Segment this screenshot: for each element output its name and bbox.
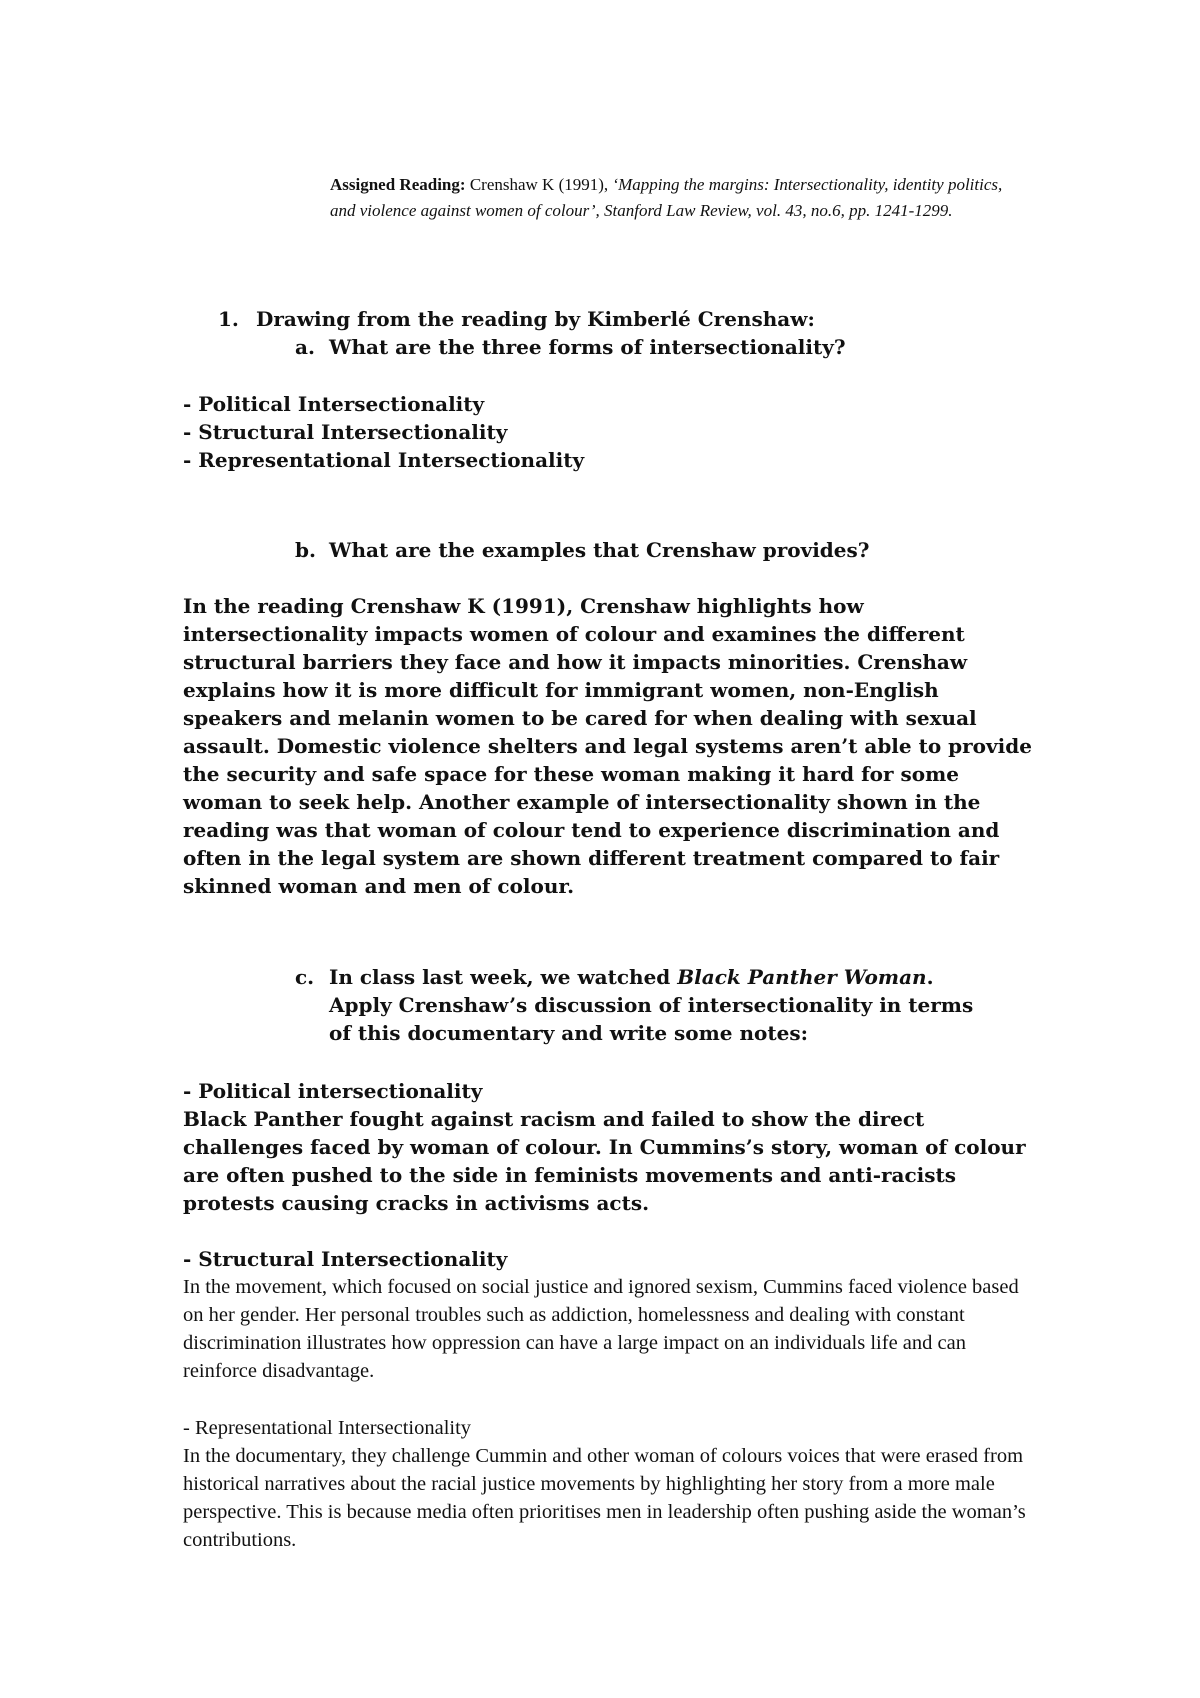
question-b-text: What are the examples that Crenshaw provides? xyxy=(329,538,870,562)
list-item: - Representational Intersectionality xyxy=(183,448,585,472)
question-a-letter: a. xyxy=(295,335,315,359)
question-1-number: 1. xyxy=(218,307,239,331)
question-c xyxy=(295,963,975,1047)
question-c-text-after: . Apply Crenshaw’s discussion of intersectionality in terms of this documentary and write some notes: xyxy=(329,965,974,1045)
structural-heading: - Structural Intersectionality xyxy=(183,1247,508,1271)
question-a xyxy=(295,333,846,361)
assigned-reading xyxy=(330,172,1030,224)
question-b-answer: In the reading Crenshaw K (1991), Crenshaw highlights how intersectionality impacts women of colour and examines the different structural barriers they face and how it impacts minorities. Crenshaw explains how it is more difficult for immigrant women, non-English speakers and melanin women to be cared for when dealing with sexual assault. Domestic violence shelters and legal systems aren’t able to provide the security and safe space for these woman making it hard for some woman to seek help. Another example of intersectionality shown in the reading was that woman of colour tend to experience discrimination and often in the legal system are shown different treatment compared to fair skinned woman and men of colour. xyxy=(183,594,1032,898)
question-1 xyxy=(218,305,815,333)
question-c-text-before: In class last week, we watched xyxy=(329,965,678,989)
film-title: Black Panther Woman xyxy=(677,965,927,989)
representational-heading: - Representational Intersectionality xyxy=(183,1417,472,1439)
assigned-reading-author: Crenshaw K (1991), xyxy=(465,175,609,194)
question-b-letter: b. xyxy=(295,538,316,562)
question-a-text: What are the three forms of intersectionality? xyxy=(329,335,846,359)
list-item: - Structural Intersectionality xyxy=(183,420,508,444)
assigned-reading-label: Assigned Reading: xyxy=(330,175,466,194)
political-heading: - Political intersectionality xyxy=(183,1079,483,1103)
forms-list xyxy=(183,390,584,474)
question-c-letter: c. xyxy=(295,965,315,989)
question-c-text xyxy=(329,963,975,1047)
assigned-reading-title: ‘Mapping the margins: Intersectionality, identity politics, and violence against women of colour’, Stanford Law Review, vol. 43, no.6, pp. 1241-1299. xyxy=(330,175,1003,220)
list-item: - Political Intersectionality xyxy=(183,392,485,416)
representational-body: In the documentary, they challenge Cummin and other woman of colours voices that were erased from historical narratives about the racial justice movements by highlighting her story from a more male perspective. This is because media often prioritises men in leadership often pushing aside the woman’s contributions. xyxy=(183,1445,1026,1551)
question-1-text: Drawing from the reading by Kimberlé Crenshaw: xyxy=(256,307,815,331)
political-body: Black Panther fought against racism and failed to show the direct challenges faced by woman of colour. In Cummins’s story, woman of colour are often pushed to the side in feminists movements and anti-racists protests causing cracks in activisms acts. xyxy=(183,1107,1026,1215)
question-b xyxy=(295,536,869,564)
structural-body: In the movement, which focused on social justice and ignored sexism, Cummins faced violence based on her gender. Her personal troubles such as addiction, homelessness and dealing with constant discrimination illustrates how oppression can have a large impact on an individuals life and can reinforce disadvantage. xyxy=(183,1276,1019,1382)
